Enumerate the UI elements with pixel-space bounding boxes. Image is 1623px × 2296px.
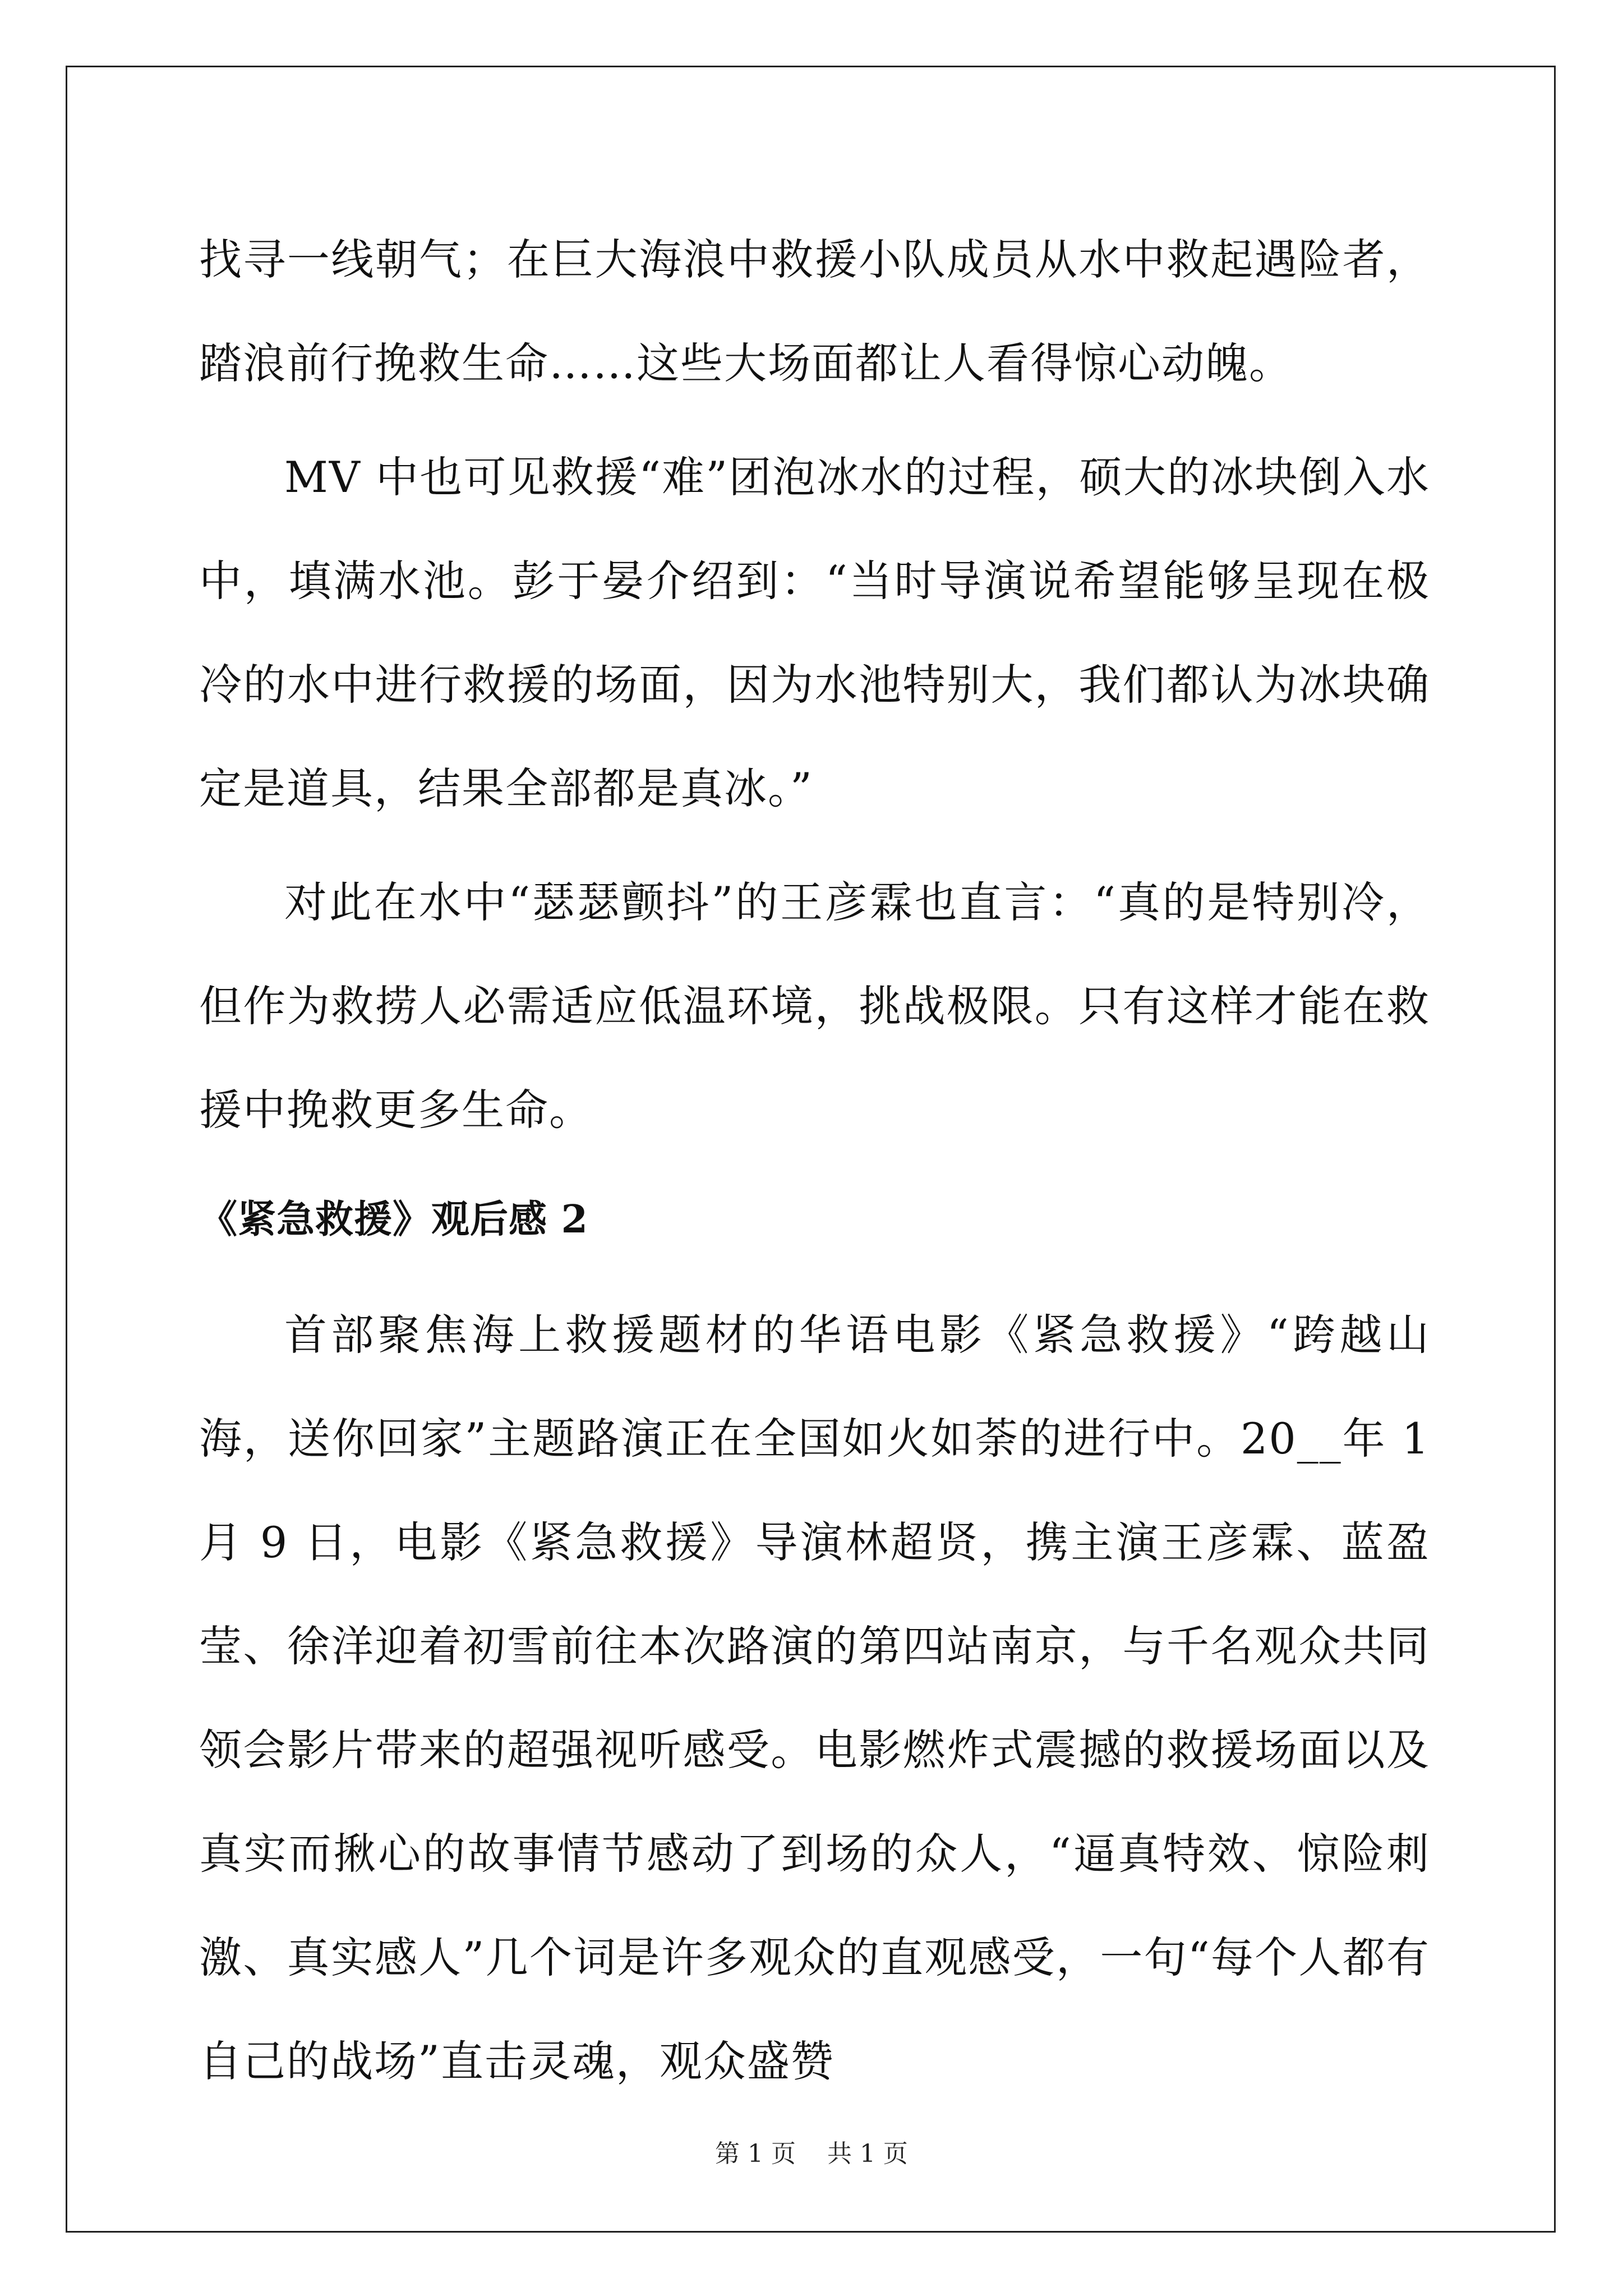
paragraph-mv-ice-water: MV 中也可见救援“难”团泡冰水的过程，硕大的冰块倒入水中，填满水池。彭于晏介绍到：“当时导演说希望能够呈现在极冷的水中进行救援的场面，因为水池特别大，我们都认为冰块确定是道具，结果全部都是真冰。” xyxy=(199,452,1430,813)
paragraph-wang-yanlin-quote: 对此在水中“瑟瑟颤抖”的王彦霖也直言：“真的是特别冷，但作为救捞人必需适应低温环境，挑战极限。只有这样才能在救援中挽救更多生命。 xyxy=(199,877,1430,1135)
page-number-label: 第 1 页 xyxy=(715,2139,796,2168)
page-total-label: 共 1 页 xyxy=(827,2139,908,2168)
paragraph-continuation: 找寻一线朝气；在巨大海浪中救援小队成员从水中救起遇险者，踏浪前行挽救生命……这些大场面都让人看得惊心动魄。 xyxy=(199,234,1430,388)
document-body xyxy=(199,208,1430,2113)
page-footer xyxy=(0,2137,1623,2171)
paragraph-roadshow: 首部聚焦海上救援题材的华语电影《紧急救援》“跨越山海，送你回家”主题路演正在全国如火如荼的进行中。20__年 1 月 9 日，电影《紧急救援》导演林超贤，携主演王彦霖、蓝盈莹、徐洋迎着初雪前往本次路演的第四站南京，与千名观众共同领会影片带来的超强视听感受。电影燃炸式震撼的救援场面以及真实而揪心的故事情节感动了到场的众人，“逼真特效、惊险刺激、真实感人”几个词是许多观众的直观感受，一句“每个人都有自己的战场”直击灵魂，观众盛赞 xyxy=(199,1310,1430,2086)
section-title: 《紧急救援》观后感 2 xyxy=(199,1197,588,1242)
